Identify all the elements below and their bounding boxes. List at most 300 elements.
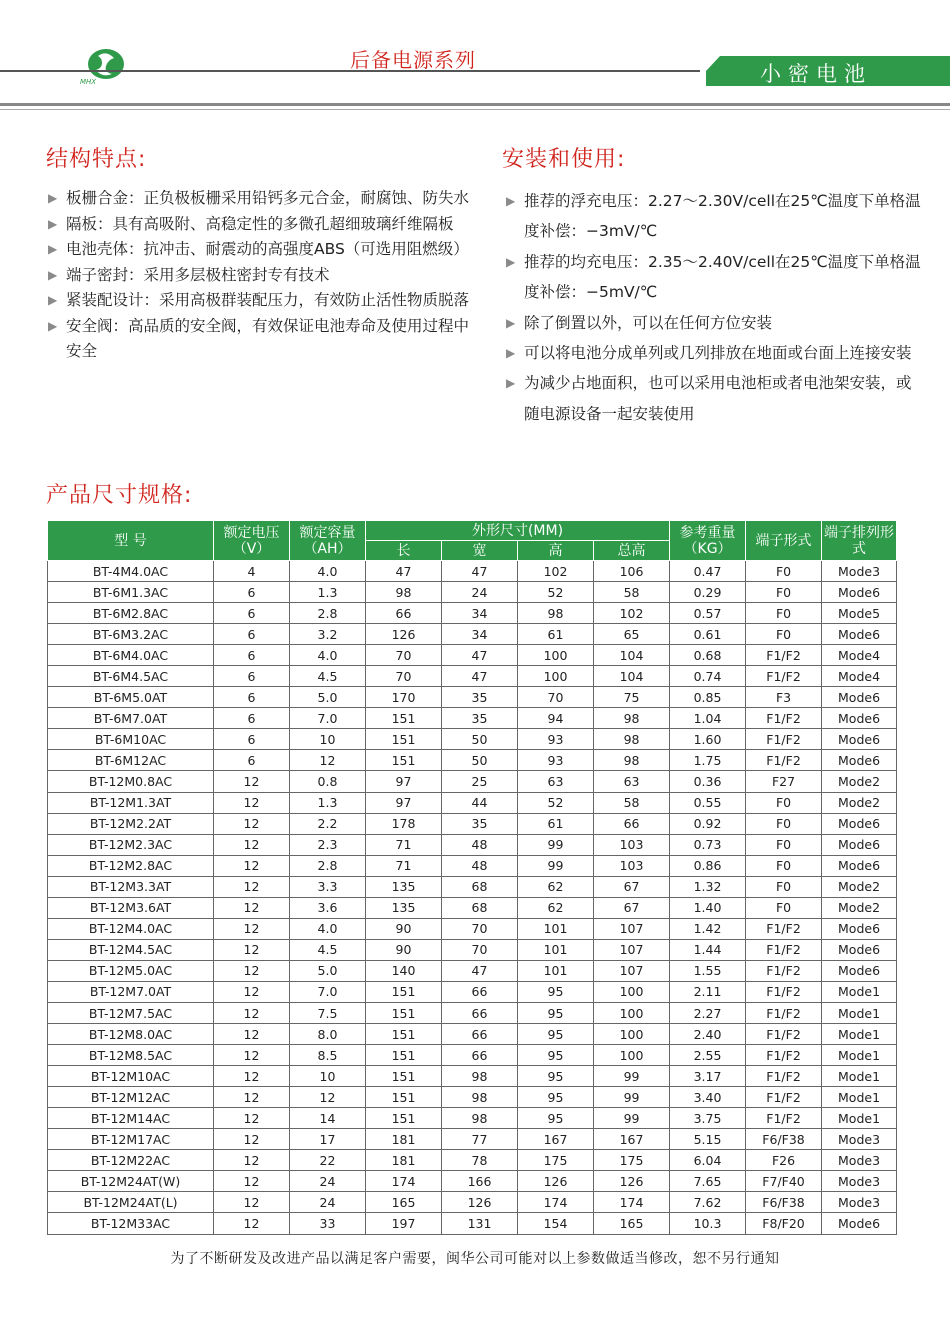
table-cell: F1/F2 <box>746 729 822 750</box>
header-divider-thin <box>0 109 950 110</box>
header-length: 长 <box>366 541 442 561</box>
table-cell: 12 <box>214 1129 290 1150</box>
table-row <box>48 687 897 708</box>
table-cell: 1.04 <box>670 708 746 729</box>
table-cell: 47 <box>442 645 518 666</box>
table-cell: 100 <box>518 645 594 666</box>
table-cell: 10.3 <box>670 1213 746 1234</box>
table-cell: 90 <box>366 939 442 960</box>
table-cell: 70 <box>518 687 594 708</box>
table-cell: 8.5 <box>290 1045 366 1066</box>
table-cell: BT-12M0.8AC <box>48 771 214 792</box>
table-cell: 100 <box>594 981 670 1002</box>
table-cell: 70 <box>442 939 518 960</box>
table-cell: 58 <box>594 582 670 603</box>
table-cell: 151 <box>366 1024 442 1045</box>
page-header <box>0 0 950 118</box>
table-cell: 47 <box>442 561 518 582</box>
table-cell: F1/F2 <box>746 1024 822 1045</box>
table-cell: 6 <box>214 624 290 645</box>
table-cell: 167 <box>594 1129 670 1150</box>
table-cell: BT-12M5.0AC <box>48 960 214 981</box>
table-cell: BT-12M4.5AC <box>48 939 214 960</box>
table-cell: F6/F38 <box>746 1129 822 1150</box>
table-cell: 77 <box>442 1129 518 1150</box>
table-cell: 0.86 <box>670 855 746 876</box>
table-cell: 98 <box>518 603 594 624</box>
table-cell: 151 <box>366 1066 442 1087</box>
table-cell: 102 <box>518 561 594 582</box>
table-cell: 4.5 <box>290 939 366 960</box>
table-cell: 98 <box>366 582 442 603</box>
table-cell: 6 <box>214 666 290 687</box>
company-logo-icon <box>76 46 130 86</box>
table-cell: 68 <box>442 876 518 897</box>
table-cell: F1/F2 <box>746 1108 822 1129</box>
table-cell: 151 <box>366 981 442 1002</box>
table-cell: F1/F2 <box>746 981 822 1002</box>
table-cell: Mode6 <box>822 624 897 645</box>
table-cell: Mode6 <box>822 939 897 960</box>
table-cell: F6/F38 <box>746 1192 822 1213</box>
table-cell: Mode6 <box>822 918 897 939</box>
table-cell: 1.55 <box>670 960 746 981</box>
table-cell: 52 <box>518 792 594 813</box>
table-cell: 99 <box>594 1066 670 1087</box>
header-divider <box>0 103 950 106</box>
table-cell: BT-6M7.0AT <box>48 708 214 729</box>
table-cell: 1.42 <box>670 918 746 939</box>
table-cell: Mode3 <box>822 1150 897 1171</box>
table-cell: BT-12M8.0AC <box>48 1024 214 1045</box>
table-cell: 47 <box>366 561 442 582</box>
table-cell: BT-6M4.0AC <box>48 645 214 666</box>
table-cell: 50 <box>442 729 518 750</box>
table-cell: 131 <box>442 1213 518 1234</box>
footer-note: 为了不断研发及改进产品以满足客户需要，闽华公司可能对以上参数做适当修改，恕不另行通知 <box>170 1251 780 1267</box>
table-cell: 12 <box>214 1024 290 1045</box>
table-cell: 101 <box>518 939 594 960</box>
table-cell: 17 <box>290 1129 366 1150</box>
table-cell: Mode6 <box>822 708 897 729</box>
header-weight: 参考重量（KG） <box>670 521 746 561</box>
table-cell: 12 <box>214 1150 290 1171</box>
table-row <box>48 792 897 813</box>
table-cell: 66 <box>366 603 442 624</box>
header-total-height: 总高 <box>594 541 670 561</box>
table-cell: Mode1 <box>822 1108 897 1129</box>
table-cell: 100 <box>518 666 594 687</box>
table-cell: F0 <box>746 813 822 834</box>
table-cell: BT-6M12AC <box>48 750 214 771</box>
table-cell: 101 <box>518 918 594 939</box>
table-cell: 151 <box>366 1002 442 1023</box>
bullet-arrow-icon: ▶ <box>506 254 516 269</box>
table-cell: 107 <box>594 939 670 960</box>
table-cell: Mode2 <box>822 876 897 897</box>
table-cell: 167 <box>518 1129 594 1150</box>
table-cell: Mode6 <box>822 813 897 834</box>
table-cell: Mode2 <box>822 792 897 813</box>
table-cell: 2.8 <box>290 603 366 624</box>
table-cell: F0 <box>746 561 822 582</box>
table-cell: 12 <box>214 876 290 897</box>
table-cell: 0.57 <box>670 603 746 624</box>
table-cell: 12 <box>214 813 290 834</box>
table-cell: F1/F2 <box>746 1087 822 1108</box>
table-cell: 126 <box>366 624 442 645</box>
table-cell: 1.3 <box>290 792 366 813</box>
table-cell: 0.8 <box>290 771 366 792</box>
table-cell: BT-6M3.2AC <box>48 624 214 645</box>
table-cell: 107 <box>594 918 670 939</box>
table-cell: 2.8 <box>290 855 366 876</box>
list-item <box>46 314 476 365</box>
table-row <box>48 1108 897 1129</box>
table-cell: 65 <box>594 624 670 645</box>
bullet-arrow-icon: ▶ <box>506 194 516 208</box>
table-cell: 12 <box>214 1171 290 1192</box>
header-layout: 端子排列形式 <box>822 521 897 561</box>
svg-text:MHX: MHX <box>80 78 97 86</box>
table-cell: 12 <box>214 960 290 981</box>
table-cell: F1/F2 <box>746 666 822 687</box>
table-cell: 0.29 <box>670 582 746 603</box>
table-cell: F0 <box>746 603 822 624</box>
list-item-text: 端子密封：采用多层极柱密封专有技术 <box>66 265 330 284</box>
table-cell: 174 <box>518 1192 594 1213</box>
table-cell: 7.0 <box>290 708 366 729</box>
table-cell: 98 <box>594 729 670 750</box>
table-cell: 7.65 <box>670 1171 746 1192</box>
table-cell: 181 <box>366 1129 442 1150</box>
table-cell: Mode3 <box>822 1171 897 1192</box>
table-cell: 140 <box>366 960 442 981</box>
table-cell: 178 <box>366 813 442 834</box>
table-cell: 98 <box>442 1108 518 1129</box>
table-cell: 62 <box>518 876 594 897</box>
table-cell: 0.47 <box>670 561 746 582</box>
table-cell: 10 <box>290 1066 366 1087</box>
table-cell: 3.40 <box>670 1087 746 1108</box>
header-dimensions: 外形尺寸(MM) <box>366 521 670 541</box>
header-terminal: 端子形式 <box>746 521 822 561</box>
table-cell: BT-6M4.5AC <box>48 666 214 687</box>
table-cell: 103 <box>594 834 670 855</box>
table-cell: 2.11 <box>670 981 746 1002</box>
table-cell: 98 <box>442 1066 518 1087</box>
table-cell: 6 <box>214 603 290 624</box>
table-cell: BT-12M2.8AC <box>48 855 214 876</box>
table-row <box>48 1002 897 1023</box>
table-cell: 12 <box>214 792 290 813</box>
table-cell: 12 <box>214 771 290 792</box>
table-cell: 0.73 <box>670 834 746 855</box>
bullet-arrow-icon: ▶ <box>48 293 58 307</box>
table-cell: Mode6 <box>822 855 897 876</box>
table-cell: F0 <box>746 582 822 603</box>
table-cell: 12 <box>214 855 290 876</box>
table-cell: BT-6M5.0AT <box>48 687 214 708</box>
table-cell: 70 <box>442 918 518 939</box>
table-cell: 165 <box>366 1192 442 1213</box>
table-cell: 100 <box>594 1002 670 1023</box>
table-cell: 6 <box>214 729 290 750</box>
list-item <box>504 186 924 247</box>
table-cell: 35 <box>442 813 518 834</box>
table-cell: 100 <box>594 1024 670 1045</box>
table-cell: BT-12M22AC <box>48 1150 214 1171</box>
table-cell: Mode4 <box>822 666 897 687</box>
table-row <box>48 1171 897 1192</box>
table-cell: 181 <box>366 1150 442 1171</box>
table-cell: F0 <box>746 897 822 918</box>
table-cell: 166 <box>442 1171 518 1192</box>
list-item <box>504 308 924 338</box>
table-cell: 3.2 <box>290 624 366 645</box>
table-cell: 66 <box>442 981 518 1002</box>
table-row <box>48 939 897 960</box>
header-capacity: 额定容量（AH） <box>290 521 366 561</box>
table-cell: BT-4M4.0AC <box>48 561 214 582</box>
table-cell: 12 <box>214 1045 290 1066</box>
table-cell: 25 <box>442 771 518 792</box>
table-cell: 0.36 <box>670 771 746 792</box>
table-row <box>48 729 897 750</box>
table-cell: 126 <box>442 1192 518 1213</box>
table-cell: F1/F2 <box>746 918 822 939</box>
table-cell: 104 <box>594 666 670 687</box>
table-cell: 5.15 <box>670 1129 746 1150</box>
table-cell: 12 <box>214 939 290 960</box>
table-cell: 24 <box>442 582 518 603</box>
table-cell: Mode1 <box>822 1024 897 1045</box>
table-row <box>48 897 897 918</box>
table-cell: 4.0 <box>290 645 366 666</box>
table-cell: Mode2 <box>822 771 897 792</box>
table-cell: 98 <box>594 708 670 729</box>
table-row <box>48 876 897 897</box>
table-cell: BT-12M17AC <box>48 1129 214 1150</box>
table-cell: 33 <box>290 1213 366 1234</box>
table-cell: 2.2 <box>290 813 366 834</box>
table-cell: F0 <box>746 834 822 855</box>
table-cell: 151 <box>366 1087 442 1108</box>
table-cell: 102 <box>594 603 670 624</box>
table-cell: 3.75 <box>670 1108 746 1129</box>
table-cell: Mode3 <box>822 561 897 582</box>
table-cell: Mode1 <box>822 1066 897 1087</box>
table-cell: BT-12M12AC <box>48 1087 214 1108</box>
table-cell: Mode3 <box>822 1129 897 1150</box>
table-cell: 175 <box>518 1150 594 1171</box>
table-row <box>48 1066 897 1087</box>
table-cell: F8/F20 <box>746 1213 822 1234</box>
table-cell: Mode5 <box>822 603 897 624</box>
table-cell: 6 <box>214 645 290 666</box>
table-cell: 12 <box>214 1192 290 1213</box>
spec-table-heading: 产品尺寸规格: <box>46 483 193 508</box>
table-cell: 3.17 <box>670 1066 746 1087</box>
table-cell: 47 <box>442 666 518 687</box>
table-cell: 12 <box>214 1087 290 1108</box>
bullet-arrow-icon: ▶ <box>48 191 58 205</box>
table-cell: BT-6M2.8AC <box>48 603 214 624</box>
table-cell: 70 <box>366 666 442 687</box>
table-cell: 170 <box>366 687 442 708</box>
table-cell: Mode6 <box>822 729 897 750</box>
table-cell: 62 <box>518 897 594 918</box>
table-row <box>48 855 897 876</box>
table-cell: Mode1 <box>822 1002 897 1023</box>
table-cell: 104 <box>594 645 670 666</box>
table-cell: BT-12M8.5AC <box>48 1045 214 1066</box>
table-cell: Mode6 <box>822 834 897 855</box>
table-cell: 12 <box>290 750 366 771</box>
list-item <box>504 247 924 308</box>
table-cell: 2.3 <box>290 834 366 855</box>
bullet-arrow-icon: ▶ <box>506 346 516 361</box>
table-cell: Mode6 <box>822 960 897 981</box>
list-item <box>504 338 924 368</box>
table-cell: 98 <box>442 1087 518 1108</box>
table-cell: Mode4 <box>822 645 897 666</box>
table-cell: 98 <box>594 750 670 771</box>
table-cell: 3.3 <box>290 876 366 897</box>
table-cell: 103 <box>594 855 670 876</box>
table-row <box>48 1150 897 1171</box>
table-cell: BT-12M1.3AT <box>48 792 214 813</box>
table-cell: F27 <box>746 771 822 792</box>
table-cell: 151 <box>366 1045 442 1066</box>
table-cell: 0.85 <box>670 687 746 708</box>
table-cell: 48 <box>442 855 518 876</box>
table-cell: BT-12M3.6AT <box>48 897 214 918</box>
bullet-arrow-icon: ▶ <box>506 376 516 391</box>
table-cell: 95 <box>518 1024 594 1045</box>
table-cell: 0.92 <box>670 813 746 834</box>
table-cell: 58 <box>594 792 670 813</box>
table-cell: 63 <box>594 771 670 792</box>
table-cell: 107 <box>594 960 670 981</box>
table-cell: F0 <box>746 792 822 813</box>
header-voltage: 额定电压（V） <box>214 521 290 561</box>
list-item-text: 推荐的浮充电压：2.27～2.30V/cell在25℃温度下单格温度补偿：−3mV/℃ <box>524 192 921 241</box>
table-cell: 95 <box>518 1066 594 1087</box>
table-cell: 90 <box>366 918 442 939</box>
table-cell: BT-12M4.0AC <box>48 918 214 939</box>
table-cell: 66 <box>442 1045 518 1066</box>
table-cell: 12 <box>214 1108 290 1129</box>
table-cell: F0 <box>746 624 822 645</box>
list-item-text: 除了倒置以外，可以在任何方位安装 <box>524 313 773 332</box>
table-cell: 12 <box>214 918 290 939</box>
table-cell: 4.0 <box>290 561 366 582</box>
list-item-text: 电池壳体：抗冲击、耐震动的高强度ABS（可选用阻燃级） <box>66 240 469 258</box>
table-cell: BT-12M10AC <box>48 1066 214 1087</box>
table-cell: 6 <box>214 687 290 708</box>
table-cell: 197 <box>366 1213 442 1234</box>
table-row <box>48 645 897 666</box>
spec-table <box>47 520 897 1235</box>
table-cell: 75 <box>594 687 670 708</box>
header-model: 型 号 <box>48 521 214 561</box>
installation-list <box>504 186 924 429</box>
list-item <box>46 237 476 263</box>
table-cell: BT-6M10AC <box>48 729 214 750</box>
table-cell: 97 <box>366 771 442 792</box>
table-row <box>48 1024 897 1045</box>
table-cell: 1.75 <box>670 750 746 771</box>
bullet-arrow-icon: ▶ <box>48 267 58 282</box>
table-cell: 7.0 <box>290 981 366 1002</box>
table-row <box>48 603 897 624</box>
table-cell: 1.32 <box>670 876 746 897</box>
table-cell: 95 <box>518 1108 594 1129</box>
table-cell: 6 <box>214 750 290 771</box>
table-cell: F1/F2 <box>746 1045 822 1066</box>
table-cell: 94 <box>518 708 594 729</box>
table-cell: Mode1 <box>822 1045 897 1066</box>
table-cell: 12 <box>214 834 290 855</box>
table-row <box>48 918 897 939</box>
table-cell: 0.74 <box>670 666 746 687</box>
table-cell: 1.40 <box>670 897 746 918</box>
spec-table-body <box>48 561 897 1235</box>
table-cell: F1/F2 <box>746 1002 822 1023</box>
table-cell: 71 <box>366 834 442 855</box>
table-cell: 44 <box>442 792 518 813</box>
table-cell: 1.44 <box>670 939 746 960</box>
bullet-arrow-icon: ▶ <box>506 315 516 330</box>
table-cell: 174 <box>594 1192 670 1213</box>
table-row <box>48 960 897 981</box>
table-cell: 151 <box>366 729 442 750</box>
table-cell: 67 <box>594 876 670 897</box>
table-cell: F3 <box>746 687 822 708</box>
table-cell: 12 <box>214 1213 290 1234</box>
table-cell: 63 <box>518 771 594 792</box>
table-cell: 66 <box>442 1002 518 1023</box>
table-cell: Mode6 <box>822 582 897 603</box>
table-cell: 7.5 <box>290 1002 366 1023</box>
table-cell: BT-12M2.3AC <box>48 834 214 855</box>
table-row <box>48 1087 897 1108</box>
table-cell: 154 <box>518 1213 594 1234</box>
table-cell: Mode1 <box>822 981 897 1002</box>
table-cell: 12 <box>290 1087 366 1108</box>
table-cell: 135 <box>366 897 442 918</box>
table-cell: BT-12M7.5AC <box>48 1002 214 1023</box>
table-cell: 135 <box>366 876 442 897</box>
table-cell: F1/F2 <box>746 960 822 981</box>
bullet-arrow-icon: ▶ <box>48 318 58 333</box>
table-cell: 0.68 <box>670 645 746 666</box>
table-cell: 95 <box>518 1002 594 1023</box>
table-cell: BT-12M7.0AT <box>48 981 214 1002</box>
table-cell: 1.60 <box>670 729 746 750</box>
table-cell: 99 <box>518 834 594 855</box>
table-cell: 101 <box>518 960 594 981</box>
table-cell: F1/F2 <box>746 750 822 771</box>
table-cell: 12 <box>214 981 290 1002</box>
table-cell: 61 <box>518 813 594 834</box>
bullet-arrow-icon: ▶ <box>48 242 58 256</box>
table-cell: F0 <box>746 876 822 897</box>
list-item-text: 可以将电池分成单列或几列排放在地面或台面上连接安装 <box>524 344 912 363</box>
list-item-text: 安全阀：高品质的安全阀，有效保证电池寿命及使用过程中安全 <box>66 316 470 360</box>
table-cell: BT-12M24AT(W) <box>48 1171 214 1192</box>
